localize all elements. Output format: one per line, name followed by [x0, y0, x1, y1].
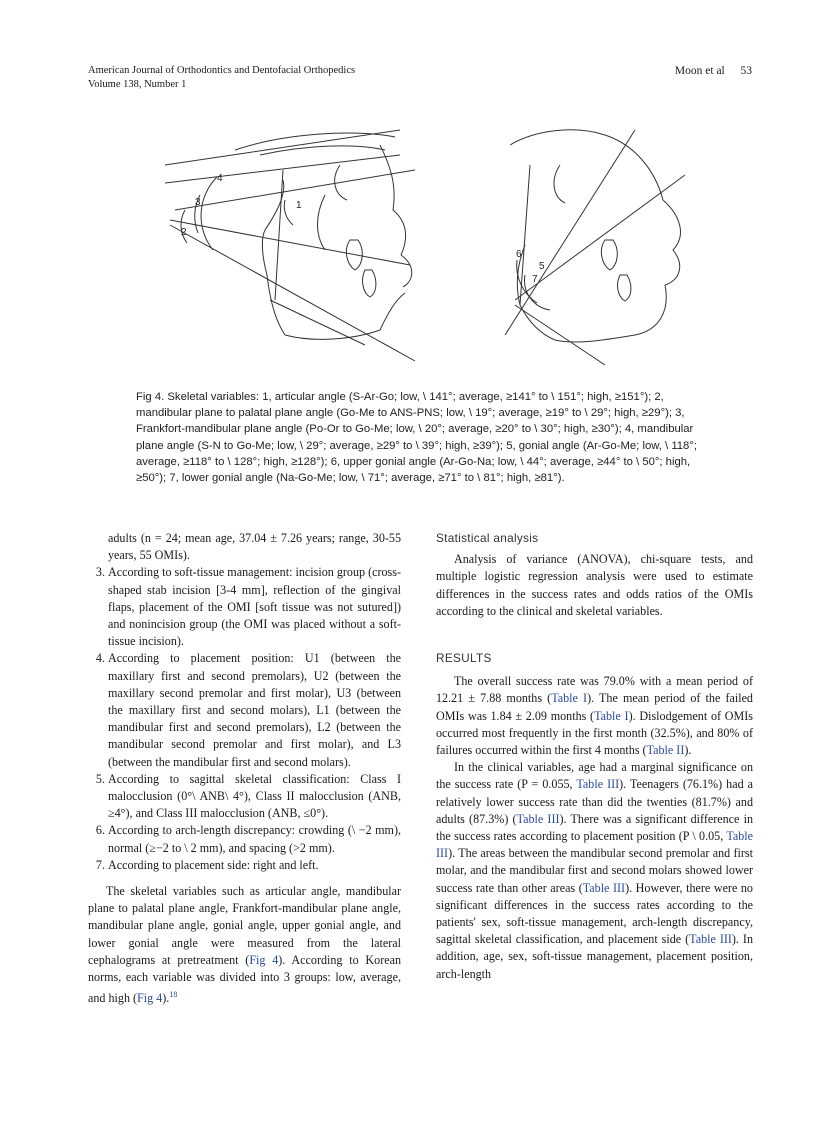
- table-link[interactable]: Table III: [582, 880, 626, 895]
- angle-label-1: 1: [296, 200, 302, 211]
- results-paragraph-1: The overall success rate was 79.0% with a mean period of 12.21 ± 7.88 months (Table I). The mean period of the failed OMIs was 1.84 ± 2.09 months (Table I). Dislodgement of OMIs occurred most frequently in the first month (32.5%), and 80% of failures occurred within the first 4 months (Table II).: [436, 674, 753, 758]
- page-number: 53: [740, 65, 752, 77]
- angle-label-7: 7: [532, 274, 538, 285]
- list-item: 4. According to placement position: U1 (between the maxillary first and second premolars), U2 (between the maxillary second premolar and first molar), U3 (between the maxillary first and second molars), L1 (between the mandibular first and second premolars), L2 (between the mandibular second premolar and first molar), and L3 (between the mandibular first and second molars).: [108, 650, 401, 770]
- list-continuation: adults (n = 24; mean age, 37.04 ± 7.26 years; range, 30-55 years, 55 OMIs).: [108, 531, 401, 563]
- journal-volume: Volume 138, Number 1: [88, 79, 187, 90]
- list-item: 3. According to soft-tissue management: incision group (cross-shaped stab incision [3-4 mm], reflection of the gingival flaps, placement of the OMI [soft tissue was not sutured]) and nonincision group (the OMI was placed without a soft-tissue incision).: [108, 564, 401, 650]
- angle-label-2: 2: [181, 227, 187, 238]
- table-link[interactable]: Table II: [646, 743, 685, 758]
- author-running-head: Moon et al: [674, 65, 725, 77]
- list-item: 7. According to placement side: right and left.: [108, 857, 401, 874]
- running-header: [88, 64, 355, 92]
- table-link[interactable]: Table III: [516, 811, 560, 826]
- right-tracing: [505, 130, 685, 365]
- figure-link[interactable]: Fig 4: [137, 991, 163, 1006]
- page-info: [675, 64, 752, 78]
- results-heading: RESULTS: [436, 651, 492, 666]
- citation-superscript[interactable]: 18: [169, 990, 178, 1000]
- angle-label-4: 4: [217, 173, 223, 184]
- list-item: 6. According to arch-length discrepancy: crowding (\ −2 mm), normal (≥−2 to \ 2 mm), and spacing (>2 mm).: [108, 822, 401, 856]
- cephalometric-figure: [165, 125, 710, 375]
- figure-caption: Fig 4. Skeletal variables: 1, articular angle (S-Ar-Go; low, \ 141°; average, ≥141° to \ 151°; high, ≥151°); 2, mandibular plane to palatal plane angle (Go-Me to ANS-PNS; low, \ 19°; average, ≥19° to \ 29°; high, ≥29°); 3, Frankfort-mandibular plane angle (Po-Or to Go-Me; low, \ 20°; average, ≥20° to \ 30°; high, ≥30°); 4, mandibular plane angle (S-N to Go-Me; low, \ 29°; average, ≥29° to \ 39°; high, ≥39°); 5, gonial angle (Ar-Go-Me; low, \ 118°; average, ≥118° to \ 128°; high, ≥128°); 6, upper gonial angle (Ar-Go-Na; low, \ 44°; average, ≥44° to \ 50°; high, ≥50°); 7, lower gonial angle (Na-Go-Me; low, \ 71°; average, ≥71° to \ 81°; high, ≥81°).: [136, 391, 697, 485]
- figure-link[interactable]: Fig 4: [249, 952, 279, 967]
- angle-label-6: 6: [516, 249, 522, 260]
- statistical-paragraph: Analysis of variance (ANOVA), chi-square tests, and multiple logistic regression analysis were used to estimate differences in the success rates and odds ratios of the OMIs according to the clinical and skeletal variables.: [436, 552, 753, 618]
- table-link[interactable]: Table III: [689, 932, 732, 947]
- table-link[interactable]: Table III: [436, 829, 753, 861]
- angle-label-5: 5: [539, 261, 545, 272]
- right-column: [436, 530, 753, 983]
- skeletal-variables-paragraph: The skeletal variables such as articular angle, mandibular plane to palatal plane angle, Frankfort-mandibular plane angle, mandibular plane angle, gonial angle, upper gonial angle, and lower gonial angle were measured from the lateral cephalograms at pretreatment (Fig 4). According to Korean norms, each variable was divided into 3 groups: low, average, and high (Fig 4).$^{18}$: [88, 884, 401, 1006]
- left-tracing: [165, 130, 415, 361]
- table-link[interactable]: Table III: [576, 777, 620, 792]
- journal-title: American Journal of Orthodontics and Dentofacial Orthopedics: [88, 65, 356, 76]
- grouping-list: [88, 564, 401, 874]
- statistical-analysis-heading: Statistical analysis: [436, 531, 539, 545]
- table-link[interactable]: Table I: [594, 708, 629, 723]
- list-item: 5. According to sagittal skeletal classification: Class I malocclusion (0°\ ANB\ 4°), Class II malocclusion (ANB, ≥4°), and Class III malocclusion (ANB, ≤0°).: [108, 771, 401, 823]
- table-link[interactable]: Table I: [551, 691, 588, 706]
- angle-label-3: 3: [195, 197, 201, 208]
- results-paragraph-2: In the clinical variables, age had a marginal significance on the success rate (P = 0.055, Table III). Teenagers (76.1%) had a relatively lower success rate than did the twenties (81.7%) and adults (87.3%) (Table III). There was a significant difference in the success rates according to placement position (P \ 0.05, Table III). The areas between the mandibular second premolar and first molar, and the mandibular first and second molars showed lower success rate than other areas (Table III). However, there were no significant differences in the success rates according to the patients' sex, soft-tissue management, arch-length discrepancy, sagittal skeletal classification, and placement side (Table III). In addition, age, sex, soft-tissue management, placement position, arch-length: [436, 760, 754, 981]
- left-column: [88, 530, 401, 1008]
